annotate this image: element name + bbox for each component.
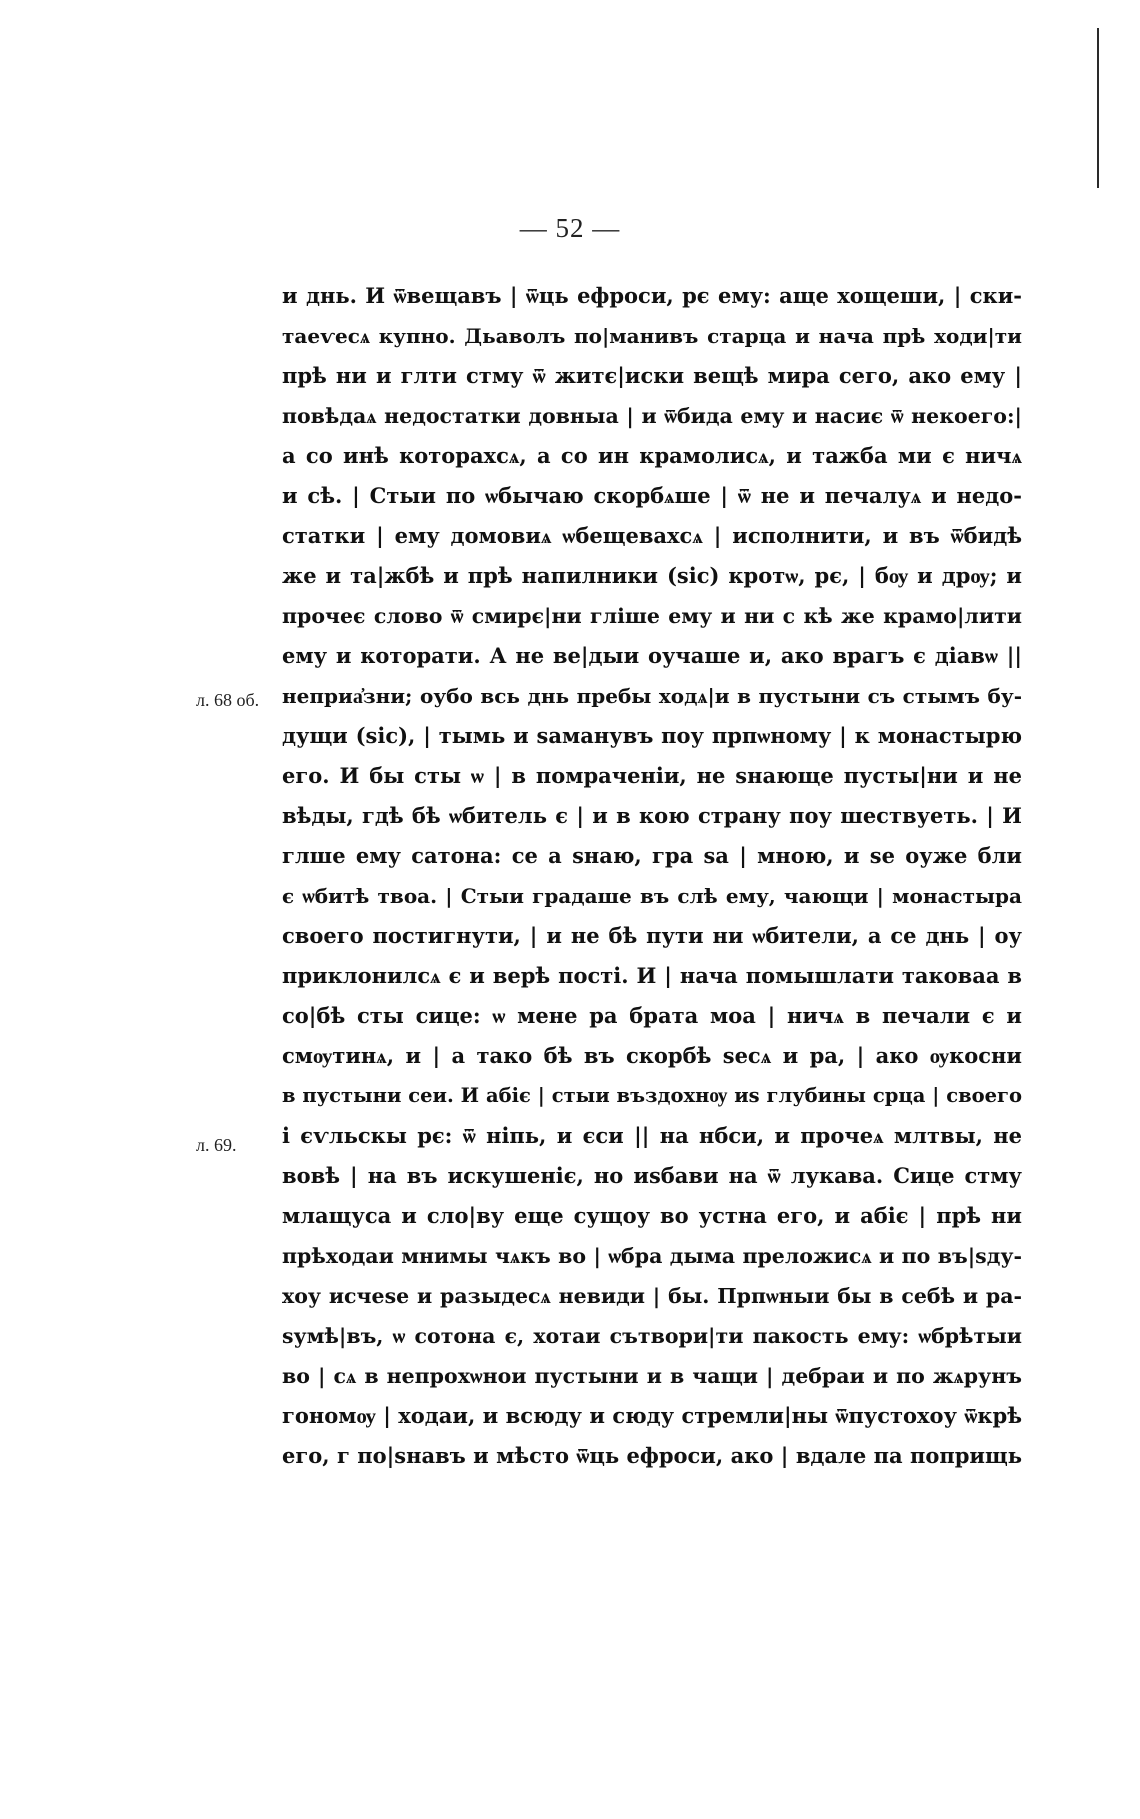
text-line: вѣды, гдѣ бѣ ѡбитель є | и в кою страну поу шествуеть. | И bbox=[282, 803, 1022, 828]
text-line: глше ему сатона: се а ѕнаю, гра ѕа | мною, и ѕе оуже бли bbox=[282, 843, 1022, 868]
text-line: є ѡбитѣ твоа. | Стыи градаше въ слѣ ему, чающи | монастыра bbox=[282, 884, 1022, 908]
text-line: в пустыни сеи. И абіє | стыи въздохнѹ иѕ глубины срца | своего bbox=[282, 1084, 1022, 1107]
text-line: прочеє слово ѿ смирє|ни гліше ему и ни с кѣ же крамо|лити bbox=[282, 604, 1022, 628]
margin-note-folio-69: л. 69. bbox=[196, 1135, 237, 1155]
text-line: повѣдаѧ недостатки довныа | и ѿбида ему и насиє ѿ некоего:| bbox=[282, 404, 1022, 428]
text-line: ему и которати. А не ве|дыи оучаше и, ако врагъ є діавѡ || bbox=[282, 643, 1022, 668]
text-line: ѕумѣ|въ, ѡ сотона є, хотаи сътвори|ти пакость ему: ѡбрѣтыи bbox=[282, 1324, 1022, 1348]
text-line: а со инѣ которахсѧ, а со ин крамолисѧ, и тажба ми є ничѧ bbox=[282, 443, 1022, 468]
text-line: своего постигнути, | и не бѣ пути ни ѡбители, а се днь | оу bbox=[282, 923, 1022, 948]
text-line: прѣходаи мнимы чѧкъ во | ѡбра дыма преложисѧ и по въ|ѕду- bbox=[282, 1244, 1022, 1268]
text-line: млащуса и сло|ву еще сущоу во устна его, и абіє | прѣ ни bbox=[282, 1203, 1022, 1228]
text-line: со|бѣ сты сице: ѡ мене ра брата моа | ничѧ в печали є и bbox=[282, 1003, 1022, 1028]
text-line: во | сѧ в непрохѡнои пустыни и в чащи | дебраи и по жѧрунъ bbox=[282, 1364, 1022, 1388]
text-line: дущи (sic), | тымь и ѕаманувъ поу прпѡному | к монастырю bbox=[282, 723, 1022, 748]
text-line: таеѵесѧ купно. Дьаволъ по|манивъ старца и нача прѣ ходи|ти bbox=[282, 324, 1022, 348]
text-line: хоу исчеѕе и разыдесѧ невиди | бы. Прпѡныи бы в себѣ и ра- bbox=[282, 1284, 1022, 1308]
text-line: прѣ ни и глти стму ѿ житє|иски вещѣ мира сего, ако ему | bbox=[282, 363, 1022, 388]
text-line: статки | ему домовиѧ ѡбещевахсѧ | исполнити, и въ ѿбидѣ bbox=[282, 523, 1022, 548]
scan-edge-line bbox=[1097, 28, 1099, 188]
text-line: смѹтинѧ, и | а тако бѣ въ скорбѣ ѕесѧ и ра, | ако ѹкосни bbox=[282, 1043, 1022, 1068]
text-line: и сѣ. | Стыи по ѡбычаю скорбѧше | ѿ не и печалуѧ и недо- bbox=[282, 483, 1022, 508]
margin-note-folio-68v: л. 68 об. bbox=[196, 690, 260, 710]
text-line: же и та|жбѣ и прѣ напилники (sic) кротѡ, рє, | бѹ и дрѹ; и bbox=[282, 563, 1022, 588]
text-line: і єѵльскы рє: ѿ ніпь, и єси || на нбси, и прочеѧ млтвы, не bbox=[282, 1123, 1022, 1148]
page-number: — 52 — bbox=[519, 213, 621, 243]
text-line: его. И бы сты ѡ | в помраченіи, не ѕнающе пусты|ни и не bbox=[282, 763, 1022, 788]
text-line: приклонилсѧ є и верѣ пості. И | нача помышлати таковаа в bbox=[282, 963, 1022, 988]
text-line: его, г по|ѕнавъ и мѣсто ѿць ефроси, ако | вдале па поприщь bbox=[282, 1443, 1022, 1468]
text-body bbox=[282, 276, 1022, 1476]
text-line: гономѹ | ходаи, и всюду и сюду стремли|ны ѿпустохоу ѿкрѣ bbox=[282, 1403, 1022, 1428]
text-line: вовѣ | на въ искушеніє, но иѕбави на ѿ лукава. Сице стму bbox=[282, 1163, 1022, 1188]
text-line: неприа҆зни; оубо всь днь пребы ходѧ|и в пустыни съ стымъ бу- bbox=[282, 684, 1022, 708]
text-line: и днь. И ѿвещавъ | ѿць ефроси, рє ему: аще хощеши, | ски- bbox=[282, 283, 1022, 308]
